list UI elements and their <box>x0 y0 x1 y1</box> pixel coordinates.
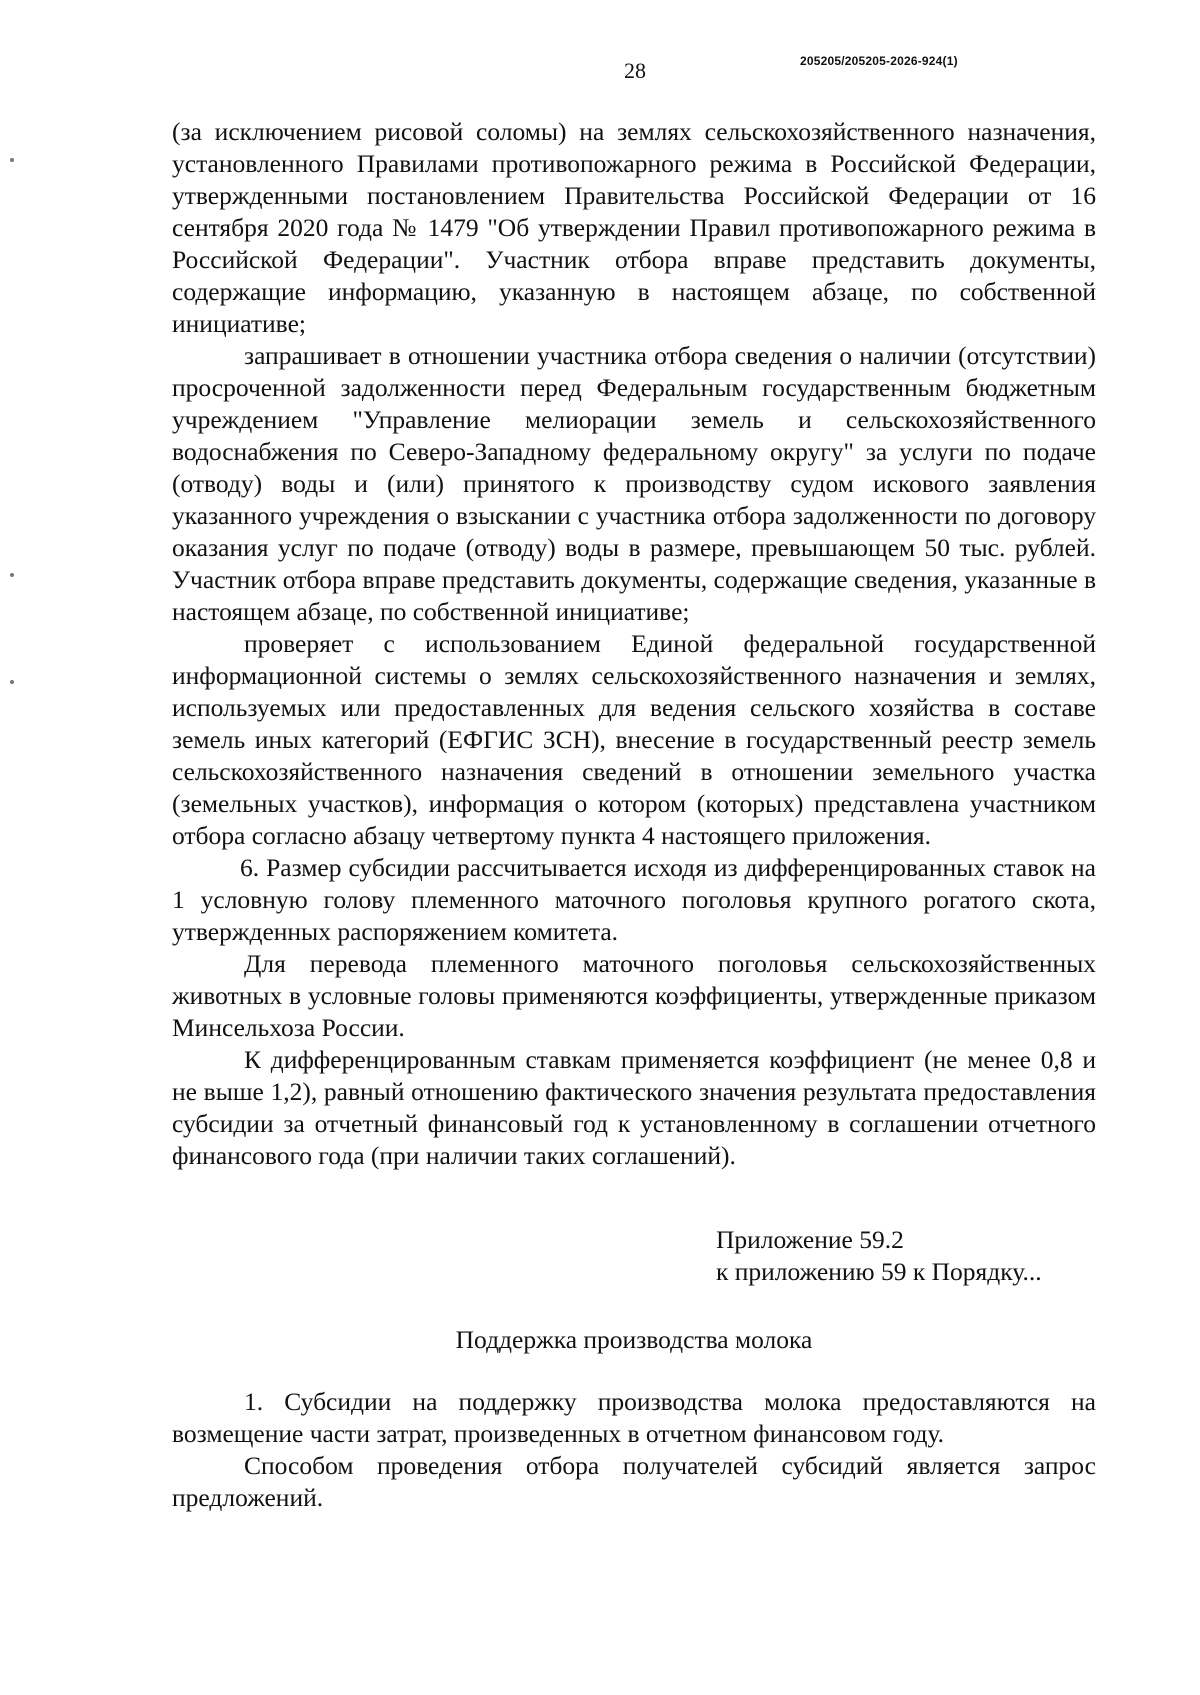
section-title: Поддержка производства молока <box>455 1325 813 1354</box>
annex-line-1: Приложение 59.2 <box>716 1225 904 1254</box>
paragraph-request-debt: запрашивает в отношении участника отбора сведения о наличии (отсутствии) просроченной задолженности перед Федеральным государственным бюджетным учреждением "Управление мелиорации земель и сельскохозяйственного водоснабжения по Северо-Западному федеральному округу" за услуги по подаче (отводу) воды и (или) принятого к производству судом искового заявления указанного учреждения о взыскании с участника отбора задолженности по договору оказания услуг по подаче (отводу) воды в размере, превышающем 50 тыс. рублей. Участник отбора вправе представить документы, содержащие сведения, указанные в настоящем абзаце, по собственной инициативе; <box>172 341 1096 626</box>
paragraph-coefficient: К дифференцированным ставкам применяется коэффициент (не менее 0,8 и не выше 1,2), равный отношению фактического значения результата предоставления субсидии за отчетный финансовый год к установленному в соглашении отчетного финансового года (при наличии таких соглашений). <box>172 1045 1096 1170</box>
paragraph-efgis-check: проверяет с использованием Единой федеральной государственной информационной системы о землях сельскохозяйственного назначения и землях, используемых или предоставленных для ведения сельского хозяйства в составе земель иных категорий (ЕФГИС ЗСН), внесение в государственный реестр земель сельскохозяйственного назначения сведений в отношении земельного участка (земельных участков), информация о котором (которых) представлена участником отбора согласно абзацу четвертому пункта 4 настоящего приложения. <box>172 629 1096 850</box>
paragraph-subsidy-size: 6. Размер субсидии рассчитывается исходя из дифференцированных ставок на 1 условную голову племенного маточного поголовья крупного рогатого скота, утвержденных распоряжением комитета. <box>172 853 1096 946</box>
paragraph-continuation: (за исключением рисовой соломы) на землях сельскохозяйственного назначения, установленного Правилами противопожарного режима в Российской Федерации, утвержденными постановлением Правительства Российской Федерации от 16 сентября 2020 года № 1479 "Об утверждении Правил противопожарного режима в Российской Федерации". Участник отбора вправе представить документы, содержащие информацию, указанную в настоящем абзаце, по собственной инициативе; <box>172 117 1096 338</box>
paragraph-milk-subsidy: 1. Субсидии на поддержку производства молока предоставляются на возмещение части затрат, произведенных в отчетном финансовом году. <box>172 1387 1096 1448</box>
paragraph-selection-method: Способом проведения отбора получателей субсидий является запрос предложений. <box>172 1451 1096 1512</box>
margin-dot <box>10 680 14 684</box>
annex-line-2: к приложению 59 к Порядку... <box>716 1257 1042 1286</box>
document-code: 205205/205205-2026-924(1) <box>800 54 958 68</box>
margin-dot <box>10 573 14 577</box>
page-number: 28 <box>624 58 646 83</box>
paragraph-conversion: Для перевода племенного маточного поголовья сельскохозяйственных животных в условные головы применяются коэффициенты, утвержденные приказом Минсельхоза России. <box>172 949 1096 1042</box>
document-body <box>172 116 1096 1514</box>
margin-dot <box>10 158 14 162</box>
